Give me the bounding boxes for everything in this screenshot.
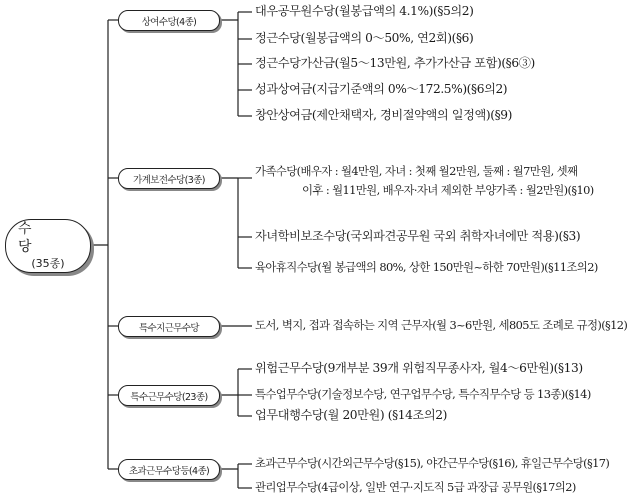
item-overtime-1: 초과근무수당(시간외근무수당(§15), 야간근무수당(§16), 휴일근무수당(§17) xyxy=(255,456,610,470)
item-bonus-5: 창안상여금(제안채택자, 경비절약액의 일정액)(§9) xyxy=(255,108,512,122)
item-overtime-2: 관리업무수당(4급이상, 일반 연구·지도직 5급 과장급 공무원(§17의2) xyxy=(255,480,576,494)
item-special-area-1: 도서, 벽지, 접과 접속하는 지역 근무자(월 3~6만원, 세805도 조례로 규정)(§12) xyxy=(255,318,628,332)
item-bonus-3: 정근수당가산금(월5～13만원, 추가가산금 포함)(§6③) xyxy=(255,56,535,70)
item-bonus-4: 성과상여금(지급기준액의 0%～172.5%)(§6의2) xyxy=(255,82,508,96)
root-node xyxy=(5,219,91,273)
category-overtime-allowance: 초과근무수당등(4종) xyxy=(118,459,220,480)
root-title: 수 당 xyxy=(18,221,46,255)
item-special-duty-2: 특수업무수당(기술정보수당, 연구업무수당, 특수직무수당 등 13종)(§14) xyxy=(255,387,591,401)
item-special-duty-3: 업무대행수당(월 20만원) (§14조의2) xyxy=(255,408,447,422)
category-special-area-allowance: 특수지근무수당 xyxy=(118,316,220,337)
category-bonus-allowance: 상여수당(4종) xyxy=(118,10,220,31)
root-count: (35종) xyxy=(31,257,65,270)
category-household-allowance: 가계보전수당(3종) xyxy=(118,168,220,189)
item-bonus-2: 정근수당(월봉급액의 0～50%, 연2회)(§6) xyxy=(255,31,474,45)
item-household-1-continuation: 이후 : 월11만원, 배우자·자녀 제외한 부양가족 : 월2만원)(§10) xyxy=(302,183,594,197)
item-household-1: 가족수당(배우자 : 월4만원, 자녀 : 첫째 월2만원, 둘째 : 월7만원, 셋째 xyxy=(255,164,578,178)
category-special-duty-allowance: 특수근무수당(23종) xyxy=(118,385,220,406)
item-special-duty-1: 위험근무수당(9개부분 39개 위험직무종사자, 월4～6만원)(§13) xyxy=(255,361,583,375)
item-household-3: 육아휴직수당(월 봉급액의 80%, 상한 150만원~하한 70만원)(§11조의2) xyxy=(255,260,598,274)
item-household-2: 자녀학비보조수당(국외파견공무원 국외 취학자녀에만 적용)(§3) xyxy=(255,229,581,243)
item-bonus-1: 대우공무원수당(월봉급액의 4.1%)(§5의2) xyxy=(255,4,474,18)
